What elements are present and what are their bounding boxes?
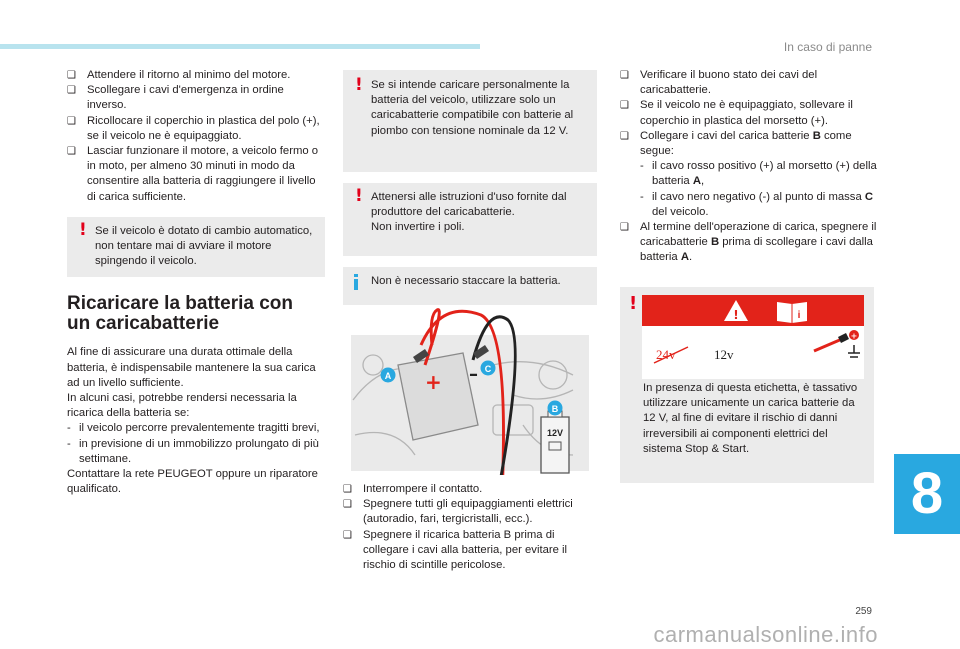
negative-sign: – bbox=[469, 364, 478, 385]
svg-text:+: + bbox=[850, 331, 858, 341]
step-item: ❑ Spegnere il ricarica batteria B prima di collegare i cavi alla batteria, per evitare il rischio di scintille pericolose. bbox=[343, 528, 568, 572]
checkbox-bullet-icon: ❑ bbox=[67, 146, 76, 158]
checkbox-bullet-icon: ❑ bbox=[67, 115, 76, 127]
checkbox-bullet-icon: ❑ bbox=[67, 70, 76, 81]
column-2 bbox=[343, 70, 597, 320]
step-item: ❑ Verificare il buono stato dei cavi del caricabatterie. bbox=[620, 69, 818, 97]
column-1 bbox=[67, 68, 325, 497]
warning-exclamation-icon: ! bbox=[629, 293, 638, 314]
header-accent-bar bbox=[0, 44, 480, 49]
warning-exclamation-icon: ! bbox=[355, 186, 363, 206]
info-icon bbox=[354, 274, 368, 290]
step-item: ❑ Al termine dell'operazione di carica, spegnere il caricabatterie B prima di scollegare i cavi dalla batteria A. bbox=[620, 221, 877, 264]
step-item: ❑ Spegnere tutti gli equipaggiamenti elettrici (autoradio, fari, tergicristalli, ecc.). bbox=[343, 498, 573, 526]
checkbox-bullet-icon: ❑ bbox=[620, 100, 629, 112]
charger-box bbox=[541, 417, 569, 473]
battery-charging-illustration bbox=[343, 305, 597, 475]
label-c-text: C bbox=[484, 364, 492, 374]
checkbox-bullet-icon: ❑ bbox=[343, 499, 352, 511]
step-item: ❑ Se il veicolo ne è equipaggiato, sollevare il coperchio in plastica del morsetto (+). bbox=[620, 99, 853, 127]
warning-exclamation-icon: ! bbox=[355, 75, 363, 95]
checkbox-bullet-icon: ❑ bbox=[620, 130, 629, 142]
case-item: - in previsione di un immobilizzo prolungato di più settimane. bbox=[67, 437, 319, 465]
svg-text:i: i bbox=[797, 310, 801, 321]
step-item: ❑ Lasciar funzionare il motore, a veicolo fermo o in moto, per almeno 30 minuti in modo da consentire alla batteria di raggiungere il livello di carica sufficiente. bbox=[67, 145, 319, 203]
section-title: In caso di panne bbox=[783, 40, 872, 54]
charging-intro: Al fine di assicurare una durata ottimale della batteria, è indispensabile mantenere la sua carica ad un livello sufficiente. In alcuni casi, potrebbe rendersi necessaria la ricarica della batteria se: - il veicolo percorre prevalentemente tragitti brevi, - in previsione di un immobilizzo prolungato di più settimane. Contattare la rete PEUGEOT oppure un riparatore qualificato. bbox=[67, 345, 325, 497]
svg-text:!: ! bbox=[733, 308, 739, 322]
info-note: Non è necessario staccare la batteria. bbox=[343, 267, 597, 320]
label-12v: 12v bbox=[714, 347, 734, 362]
checkbox-bullet-icon: ❑ bbox=[620, 222, 629, 234]
step-item: ❑ Ricollocare il coperchio in plastica del polo (+), se il veicolo ne è equipaggiato. bbox=[67, 114, 320, 142]
warning-note-charger: ! Se si intende caricare personalmente la batteria del veicolo, utilizzare solo un caricabatterie compatibile con batterie al piombo con tensione nominale da 12 V. bbox=[343, 70, 597, 172]
warning-note-instructions: ! Attenersi alle istruzioni d'uso fornite dal produttore del caricabatterie. Non invertire i poli. bbox=[343, 183, 597, 256]
case-item: - il veicolo percorre prevalentemente tragitti brevi, bbox=[67, 422, 320, 435]
sub-item: - il cavo rosso positivo (+) al morsetto (+) della batteria A, bbox=[640, 160, 877, 188]
page-number: 259 bbox=[855, 606, 872, 617]
positive-sign: + bbox=[425, 370, 442, 394]
warning-note-automatic: ! Se il veicolo è dotato di cambio automatico, non tentare mai di avviare il motore spingendo il veicolo. bbox=[67, 217, 325, 278]
step-item: ❑ Scollegare i cavi d'emergenza in ordine inverso. bbox=[67, 84, 284, 112]
chapter-tab: 8 bbox=[894, 454, 960, 534]
label-b-text: B bbox=[551, 404, 559, 414]
step-item: ❑ Attendere il ritorno al minimo del motore. bbox=[67, 68, 325, 83]
section-heading: Ricaricare la batteria con un caricabatterie bbox=[67, 293, 293, 335]
column-3 bbox=[620, 68, 878, 266]
column-2-steps bbox=[343, 482, 599, 573]
warning-exclamation-icon: ! bbox=[79, 219, 87, 240]
battery-shape bbox=[398, 353, 478, 440]
watermark: carmanualsonline.info bbox=[653, 622, 878, 647]
stop-start-warning-note bbox=[620, 287, 874, 483]
checkbox-bullet-icon: ❑ bbox=[343, 529, 352, 541]
battery-label-sticker bbox=[642, 295, 864, 379]
checkbox-bullet-icon: ❑ bbox=[67, 85, 76, 97]
step-item: ❑ Collegare i cavi del carica batterie B come segue: bbox=[620, 129, 852, 158]
charger-voltage-label: 12V bbox=[546, 428, 564, 438]
checkbox-bullet-icon: ❑ bbox=[343, 484, 352, 495]
label-note-text: In presenza di questa etichetta, è tassativo utilizzare unicamente un carica batterie da 12 V, al fine di evitare il rischio di danni irreversibili ai componenti elettrici del sistema Stop & Start. bbox=[643, 382, 858, 455]
label-a-text: A bbox=[384, 371, 392, 381]
sub-item: - il cavo nero negativo (-) al punto di massa C del veicolo. bbox=[640, 190, 874, 218]
label-24v: 24v bbox=[656, 347, 676, 362]
checkbox-bullet-icon: ❑ bbox=[620, 70, 629, 81]
step-item: ❑ Interrompere il contatto. bbox=[343, 482, 599, 497]
